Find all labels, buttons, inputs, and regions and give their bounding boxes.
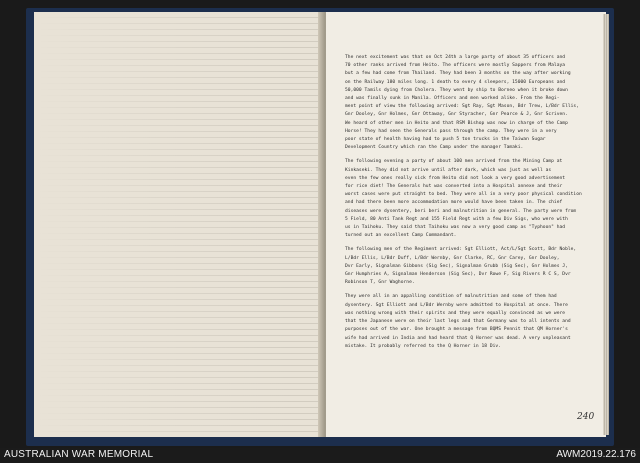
paragraph bbox=[345, 246, 603, 287]
text-line: was nothing wrong with their spirits and they were equally convinced as we were bbox=[345, 310, 566, 316]
text-line: Gnr Dooley, Gnr Holmes, Gnr Ottaway, Gnr Styracher, Gnr Pearce & J, Gnr Scriven. bbox=[345, 112, 568, 118]
text-line: for rice diet! The Generals hut was converted into a Hospital annexe and their bbox=[345, 184, 563, 190]
text-line: The next excitement was that on Oct 24th a large party of about 35 officers and bbox=[345, 55, 566, 60]
text-line: Horse! They had seen the Generals pass through the camp. They were in a very bbox=[345, 128, 557, 134]
text-line: Kinkaseki. They did not arrive until after dark, which was just as well as bbox=[345, 167, 552, 173]
text-line: us in Taihoku. They said that Taihoku was now a very good camp as "Typhoon" had bbox=[345, 225, 566, 231]
text-line: on the Railway 180 miles long. 1 death to every 4 sleepers, 15000 Europeans and bbox=[345, 79, 566, 85]
paragraph bbox=[345, 54, 603, 152]
reference-number: AWM2019.22.176 bbox=[556, 449, 636, 460]
typed-text-block bbox=[345, 54, 603, 351]
text-line: dysentery. Sgt Elliott and L/Bdr Wernby were admitted to Hospital at once. There bbox=[345, 302, 568, 308]
text-line: The following men of the Regiment arrived: Sgt Elliott, Act/L/Sgt Scott, Bdr Noble, bbox=[345, 247, 577, 253]
text-line: L/Bdr Ellis, L/Bdr Duff, L/Bdr Wernby, Gnr Clarke, RC, Gnr Carey, Gnr Dooley, bbox=[345, 255, 560, 261]
text-line: diseases were dysentery, beri beri and malnutrition in general. The party were from bbox=[345, 208, 577, 214]
text-line: Gnr Humphries A, Signalman Henderson (Sig Sec), Dvr Rowe F, Sig Rivers R C S, Dvr bbox=[345, 272, 571, 278]
text-line: mistake. It probably referred to the Q Horner in 18 Div. bbox=[345, 343, 501, 349]
text-line: They were all in an appalling condition of malnutrition and some of them had bbox=[345, 294, 557, 300]
institution-label: AUSTRALIAN WAR MEMORIAL bbox=[4, 449, 154, 460]
text-line: 70 other ranks arrived from Heito. The officers were mostly Sappers from Malaya bbox=[345, 63, 566, 69]
text-line: purposes out of the war. One brought a message from BQMS Pennit that QM Horner's bbox=[345, 327, 568, 333]
page-number: 240 bbox=[577, 412, 595, 422]
text-line: The following evening a party of about 100 men arrived from the Mining Camp at bbox=[345, 159, 563, 165]
text-line: but a few had come from Thailand. They had been 3 months on the way after working bbox=[345, 71, 571, 77]
text-line: turned out an excellent Camp Commandant. bbox=[345, 233, 457, 239]
text-line: and was finally sunk in Manila. Officers and men worked alike. From the Regi- bbox=[345, 96, 560, 102]
text-line: Development Country which ran the Camp under the manager Tamaki. bbox=[345, 145, 524, 151]
paragraph bbox=[345, 158, 603, 240]
text-line: We heard of other men in Heito and that RSM Bishop was now in charge of the Camp bbox=[345, 120, 568, 126]
paragraph bbox=[345, 293, 603, 350]
text-line: Robinson T, Gnr Waghorne. bbox=[345, 280, 415, 286]
text-line: wife had arrived in India and had heard that Q Horner was dead. A very unpleasant bbox=[345, 335, 571, 341]
text-line: 50,000 Tamils dying from Cholera. They went by ship to Borneo when it broke down bbox=[345, 87, 568, 93]
left-page bbox=[34, 12, 323, 437]
text-line: Dvr Early, Signalman Gibbons (Sig Sec), Signalman Grubb (Sig Sec), Gnr Holmes J, bbox=[345, 263, 568, 269]
text-line: 5 Field, 80 Anti Tank Regt and 155 Field Regt with a few Div Sigs, who were with bbox=[345, 216, 568, 222]
text-line: and had there been more accommodation more would have been taken in. The chief bbox=[345, 200, 563, 206]
page-edges bbox=[603, 14, 609, 435]
text-line: even the few ones really sick from Heito did not look a very good advertisement bbox=[345, 175, 566, 181]
footer-bar bbox=[0, 448, 640, 463]
text-line: ment point of view the following arrived: Sgt Ray, Sgt Mason, Bdr Trew, L/Bdr Ellis, bbox=[345, 104, 579, 110]
text-line: that the Japanese were on their last legs and that Germany was to all intents and bbox=[345, 319, 571, 325]
text-line: worst cases were put straight to bed. They were all in a very poor physical condition bbox=[345, 192, 582, 198]
text-line: poor state of health having had to push 5 ton trucks in the Taiwan Sugar bbox=[345, 137, 546, 143]
